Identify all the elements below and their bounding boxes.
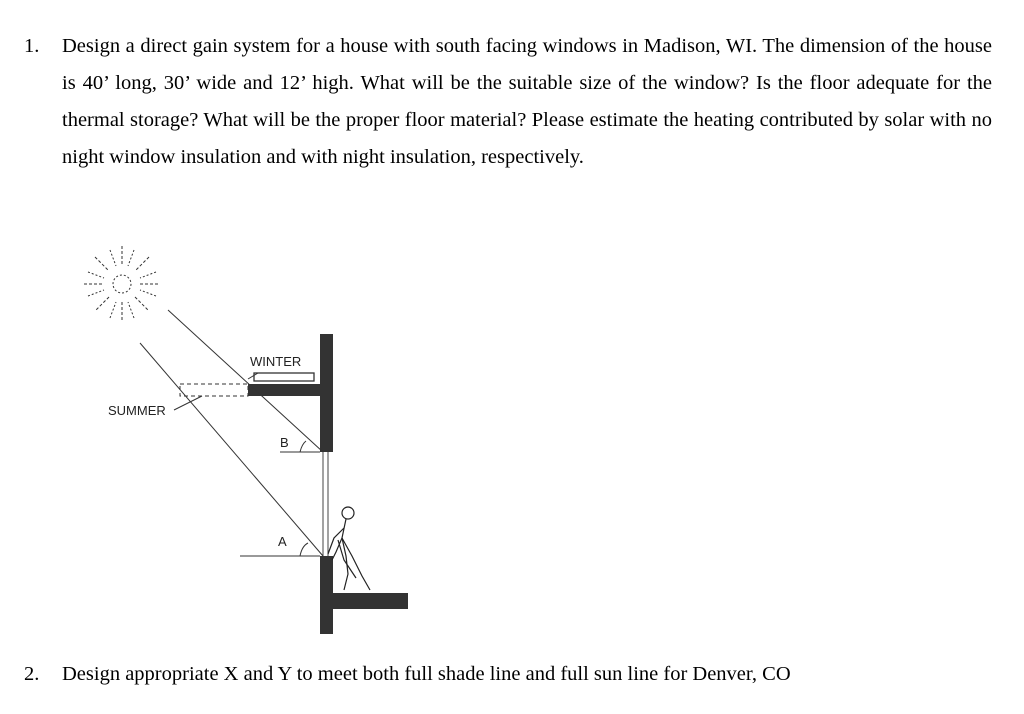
question-1 <box>24 28 992 176</box>
angle-b-label: B <box>280 435 289 450</box>
window <box>323 452 328 556</box>
question-2 <box>24 656 992 693</box>
angle-a-label: A <box>278 534 287 549</box>
wall-lower <box>320 556 333 634</box>
winter-shade <box>254 373 314 381</box>
question-2-number: 2. <box>24 663 40 685</box>
sun-icon <box>84 246 160 322</box>
wall-upper <box>320 334 333 452</box>
overhang-diagram <box>80 238 420 638</box>
overhang <box>248 384 320 396</box>
floor-slab <box>333 593 408 609</box>
person-figure <box>328 507 370 590</box>
question-1-number: 1. <box>24 35 40 57</box>
winter-label: WINTER <box>250 354 302 369</box>
summer-leader <box>174 396 202 410</box>
question-2-text: Design appropriate X and Y to meet both full shade line and full sun line for Denver, CO <box>62 663 791 685</box>
summer-label: SUMMER <box>108 403 166 418</box>
summer-extension <box>180 384 248 396</box>
question-1-text: Design a direct gain system for a house with south facing windows in Madison, WI. The dimension of the house is 40’ long, 30’ wide and 12’ high. What will be the suitable size of the window? Is the floor adequate for the thermal storage? What will be the proper floor material? Please estimate the heating contributed by solar with no night window insulation and with night insulation, respectively. <box>62 35 992 168</box>
